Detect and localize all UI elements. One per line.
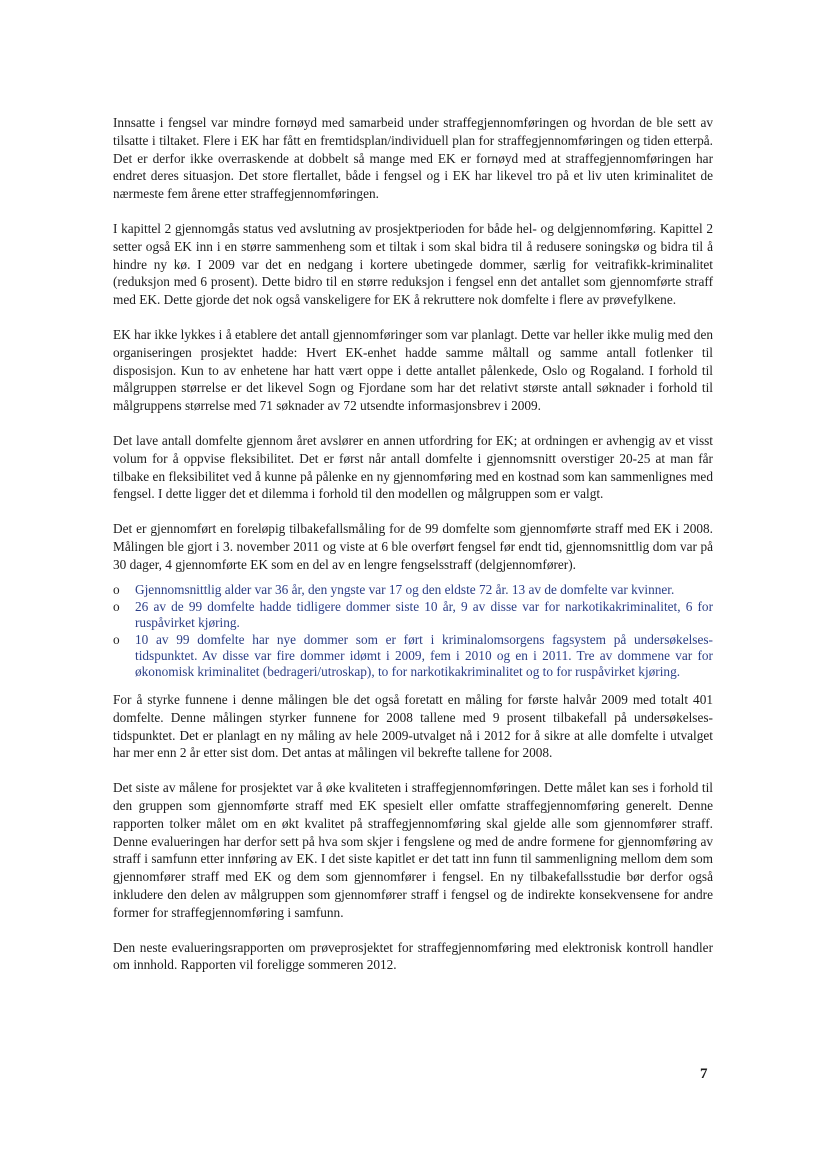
list-item-text: 26 av de 99 domfelte hadde tidligere dommer siste 10 år, 9 av disse var for narkotikakriminalitet, 6 for ruspåvirket kjøring. bbox=[135, 599, 713, 630]
paragraph-kapittel-2: I kapittel 2 gjennomgås status ved avslutning av prosjektperioden for både hel- og delgjennomføring. Kapittel 2 setter også EK inn i en større sammenheng som et tiltak i som skal bidra til å redusere soningskø og bidra til å hindre ny kø. I 2009 var det en nedgang i kortere ubetingede dommer, særlig for veitrafikk-kriminalitet (reduksjon med 6 prosent). Dette bidro til en større reduksjon i fengsel enn det antallet som gjennomførte straff med EK. Dette gjorde det nok også vanskeligere for EK å rekruttere nok domfelte i flere av prøvefylkene. bbox=[113, 220, 713, 308]
list-item bbox=[113, 632, 713, 679]
list-item-text: 10 av 99 domfelte har nye dommer som er ført i kriminalomsorgens fagsystem på undersøkelses-tidspunktet. Av disse var fire dommer idømt i 2009, fem i 2010 og en i 2011. Tre av dommene var for økonomisk kriminalitet (bedrageri/utroskap), to for narkotikakriminalitet og to for ruspåvirket kjøring. bbox=[135, 632, 713, 679]
paragraph-tilbakefallsmaling: Det er gjennomført en foreløpig tilbakefallsmåling for de 99 domfelte som gjennomførte straff med EK i 2008. Målingen ble gjort i 3. november 2011 og viste at 6 ble overført fengsel før endt tid, gjennomsnittlig dom var på 30 dager, 4 gjennomførte EK som en del av en lengre fengselsstraff (delgjennomfører). bbox=[113, 521, 713, 572]
list-item bbox=[113, 599, 713, 630]
list-item-text: Gjennomsnittlig alder var 36 år, den yngste var 17 og den eldste 72 år. 13 av de domfelte var kvinner. bbox=[135, 581, 675, 597]
page-number: 7 bbox=[700, 1066, 708, 1082]
paragraph-neste-rapport: Den neste evalueringsrapporten om prøveprosjektet for straffegjennomføring med elektronisk kontroll handler om innhold. Rapporten vil foreligge sommeren 2012. bbox=[113, 939, 713, 973]
findings-list bbox=[113, 582, 713, 680]
bullet-marker: o bbox=[113, 599, 120, 615]
paragraph-lave-antall: Det lave antall domfelte gjennom året avslører en annen utfordring for EK; at ordningen er avhengig av et visst volum for å oppvise fleksibilitet. Det er først når antall domfelte i gjennomsnitt overstiger 20-25 at man får tilbake en fleksibilitet ved å kunne på pålenke en ny gjennomføring med en kostnad som kan sammenlignes med fengsel. I dette ligger det et dilemma i forhold til den modellen og målgruppen som er valgt. bbox=[113, 432, 713, 502]
paragraph-siste-maal: Det siste av målene for prosjektet var å øke kvaliteten i straffegjennomføringen. Dette målet kan ses i forhold til den gruppen som gjennomførte straff med EK spesielt eller omfatte straffegjennomføring generelt. Denne rapporten tolker målet om en økt kvalitet på straffegjennomføring skal gjelde alle som gjennomfører straff. Denne evalueringen har derfor sett på hva som skjer i fengslene og med de andre formene for gjennomføring av straff i samfunn etter innføring av EK. I det siste kapitlet er det tatt inn funn til sammenligning mellom dem som gjennomfører straff med EK og dem som gjennomfører i fengsel. En ny tilbakefallsstudie bør derfor også inkludere den delen av målgruppen som gjennomfører straff i fengsel og de indirekte konsekvensene for andre former for straffegjennomføring i samfunn. bbox=[113, 780, 713, 920]
list-item bbox=[113, 582, 713, 598]
bullet-marker: o bbox=[113, 581, 120, 597]
paragraph-ek-etablering: EK har ikke lykkes i å etablere det antall gjennomføringer som var planlagt. Dette var heller ikke mulig med den organiseringen prosjektet hadde: Hvert EK-enhet hadde samme måltall og samme antall fotlenker til disposisjon. Kun to av enhetene har hatt vært oppe i dette antallet pålenkede, Oslo og Rogaland. I forhold til målgruppen størrelse er det likevel Sogn og Fjordane som har det relativt største antall søknader i forhold til målgruppens størrelse med 71 søknader av 72 utsendte informasjonsbrev i 2009. bbox=[113, 326, 713, 414]
paragraph-styrke-funnene: For å styrke funnene i denne målingen ble det også foretatt en måling for første halvår 2009 med totalt 401 domfelte. Denne målingen styrker funnene for 2008 tallene med 9 prosent tilbakefall på undersøkelses-tidspunktet. Det er planlagt en ny måling av hele 2009-utvalget nå i 2012 for å sikre at alle domfelte i utvalget har mer enn 2 år etter sist dom. Det antas at målingen vil bekrefte tallene for 2008. bbox=[113, 692, 713, 761]
page-body bbox=[113, 114, 713, 991]
paragraph-innsatte: Innsatte i fengsel var mindre fornøyd med samarbeid under straffegjennomføringen og hvordan de ble sett av tilsatte i tiltaket. Flere i EK har fått en fremtidsplan/individuell plan for straffegjennomføringen og tiden etterpå. Det er derfor ikke overraskende at dobbelt så mange med EK er fornøyd med at straffegjennomføringen har endret deres situasjon. Det store flertallet, både i fengsel og i EK har likevel tro på et liv uten kriminalitet de nærmeste fem årene etter straffegjennomføringen. bbox=[113, 115, 713, 202]
bullet-marker: o bbox=[113, 632, 120, 648]
